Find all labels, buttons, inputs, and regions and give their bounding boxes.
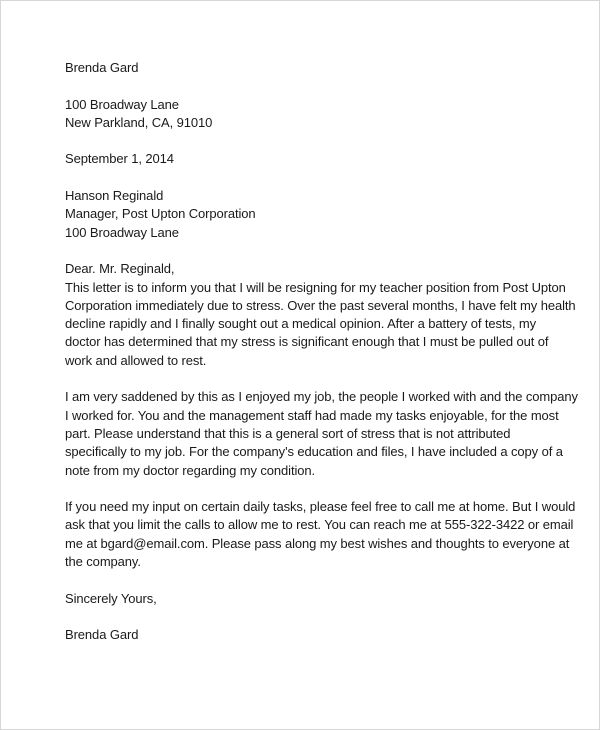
sender-address-line2: New Parkland, CA, 91010 xyxy=(65,114,213,130)
paragraph-1 xyxy=(65,279,576,370)
paragraph-line: decline rapidly and I finally sought out a medical opinion. After a battery of tests, my xyxy=(65,316,537,332)
salutation: Dear. Mr. Reginald, xyxy=(65,261,175,277)
paragraph-line: the company. xyxy=(65,554,141,570)
paragraph-3 xyxy=(65,498,576,571)
sender-address-line1: 100 Broadway Lane xyxy=(65,96,179,112)
paragraph-2 xyxy=(65,388,578,479)
letter-date: September 1, 2014 xyxy=(65,151,174,167)
sender-name: Brenda Gard xyxy=(65,60,139,75)
paragraph-line: specifically to my job. For the company's education and files, I have included a copy of a xyxy=(65,444,563,460)
signature-name: Brenda Gard xyxy=(65,627,139,643)
recipient-name: Hanson Reginald xyxy=(65,188,164,204)
paragraph-line: I am very saddened by this as I enjoyed my job, the people I worked with and the company xyxy=(65,389,578,405)
paragraph-line: This letter is to inform you that I will be resigning for my teacher position from Post Upton xyxy=(65,279,566,295)
recipient-address-line1: 100 Broadway Lane xyxy=(65,224,179,240)
closing: Sincerely Yours, xyxy=(65,590,157,606)
paragraph-line: I worked for. You and the management staff had made my tasks enjoyable, for the most xyxy=(65,407,559,423)
paragraph-line: If you need my input on certain daily tasks, please feel free to call me at home. But I would xyxy=(65,499,576,515)
paragraph-line: Corporation immediately due to stress. Over the past several months, I have felt my health xyxy=(65,297,576,313)
paragraph-line: work and allowed to rest. xyxy=(65,352,207,368)
sender-block xyxy=(65,59,545,132)
paragraph-line: note from my doctor regarding my condition. xyxy=(65,462,316,478)
recipient-title: Manager, Post Upton Corporation xyxy=(65,206,256,222)
paragraph-line: ask that you limit the calls to allow me to rest. You can reach me at 555-322-3422 or email xyxy=(65,517,574,533)
paragraph-line: part. Please understand that this is a general sort of stress that is not attributed xyxy=(65,425,511,441)
paragraph-line: me at bgard@email.com. Please pass along my best wishes and thoughts to everyone at xyxy=(65,535,570,551)
paragraph-line: doctor has determined that my stress is significant enough that I must be pulled out of xyxy=(65,334,549,350)
letter-body xyxy=(65,59,578,645)
recipient-block xyxy=(65,187,545,242)
